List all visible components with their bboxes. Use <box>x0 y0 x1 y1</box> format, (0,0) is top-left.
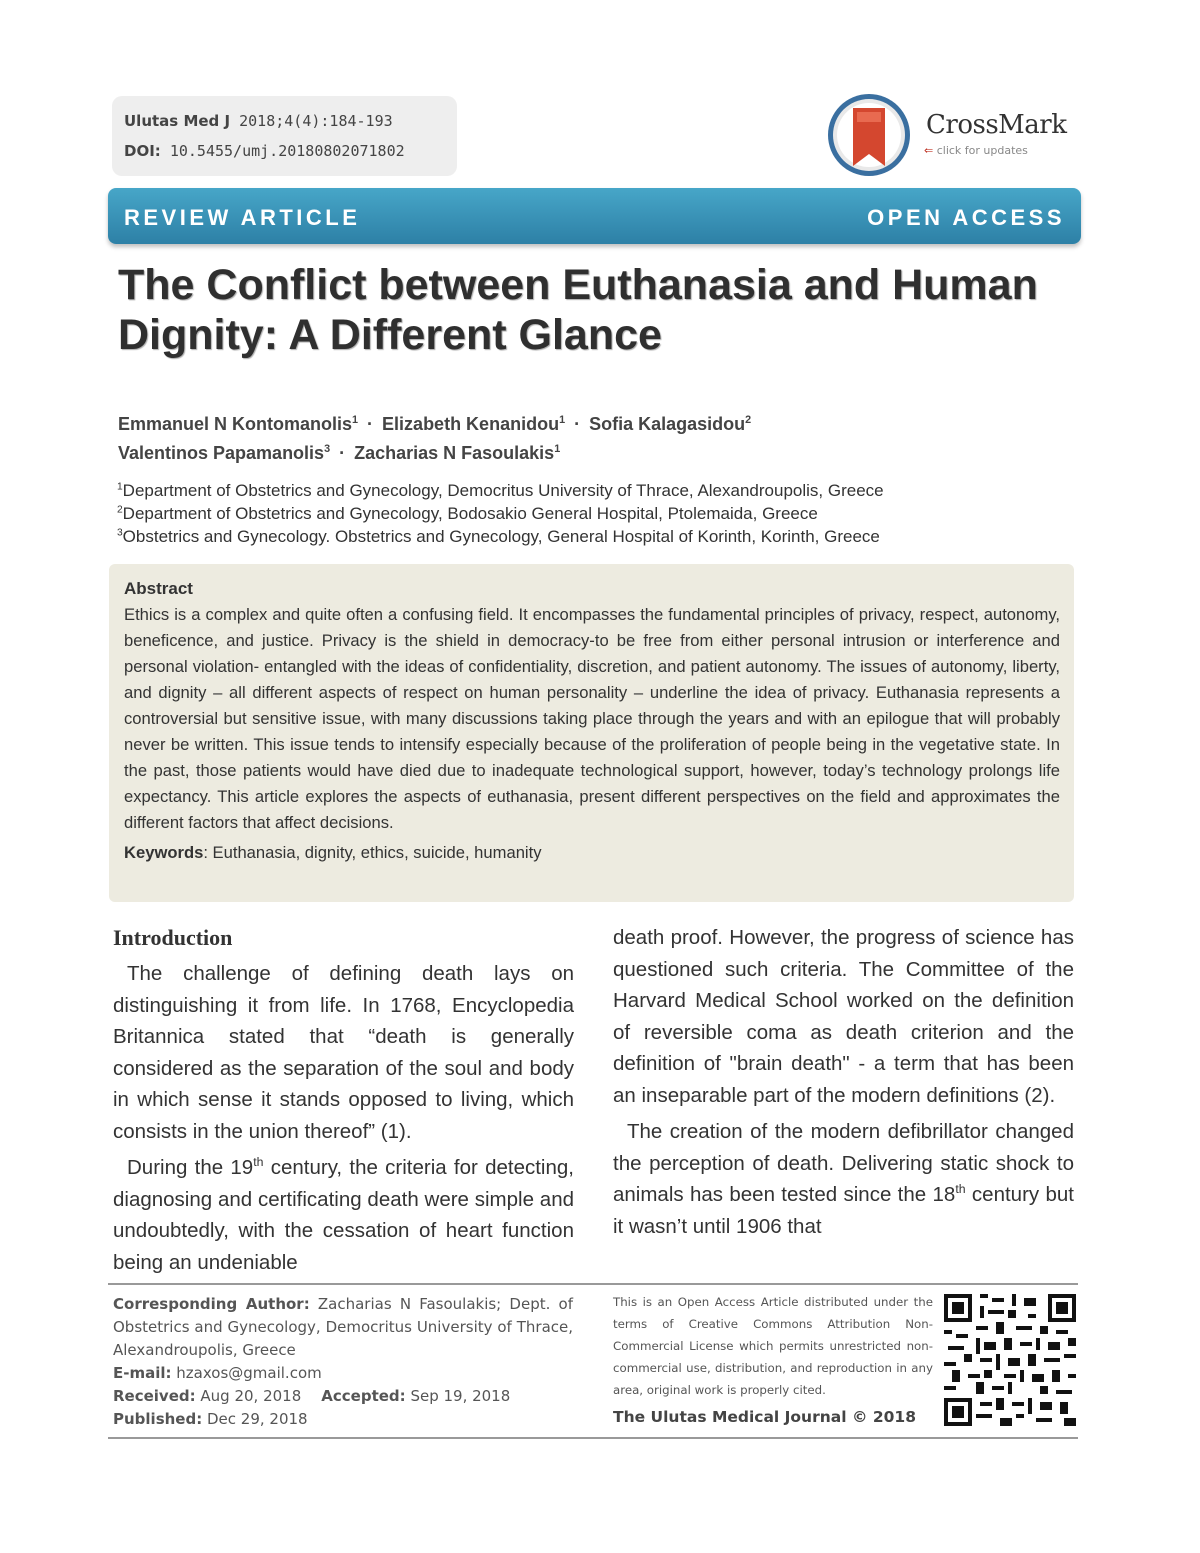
citation-journal: Ulutas Med J <box>124 112 231 130</box>
affiliation: $^3$Obstetrics and Gynecology. Obstetrics and Gynecology, General Hospital of Korinth, Korinth, Greece <box>117 527 880 546</box>
author: Emmanuel N Kontomanolis$^1$ <box>118 414 359 434</box>
body-paragraph: During the 19th century, the criteria for detecting, diagnosing and certificating death were simple and undoubtedly, with the cessation of heart function being an undeniable <box>113 1155 574 1274</box>
citation-line <box>124 112 393 130</box>
author-separator: · <box>574 414 581 434</box>
author-separator: · <box>339 443 346 463</box>
keywords-label: Keywords <box>124 843 204 862</box>
body-paragraph: The creation of the modern defibrillator changed the perception of death. Delivering static shock to animals has been tested since the 18th century but it wasn’t until 1906 that <box>613 1120 1074 1238</box>
article-type-label: REVIEW ARTICLE <box>124 205 361 230</box>
corresponding-author: Corresponding Author: Zacharias N Fasoulakis; Dept. of Obstetrics and Gynecology, Democritus University of Thrace, Alexandroupolis, Greece <box>113 1295 573 1359</box>
keywords <box>124 840 1060 866</box>
open-access-label: OPEN ACCESS <box>867 205 1065 230</box>
author: Valentinos Papamanolis$^3$ <box>118 443 331 463</box>
crossmark-sub-label: click for updates <box>936 144 1028 157</box>
affiliation-list <box>117 479 1077 548</box>
author: Sofia Kalagasidou$^2$ <box>589 414 752 434</box>
email-line: E-mail: hzaxos@gmail.com <box>113 1364 322 1382</box>
doi-link[interactable]: 10.5455/umj.20180802071802 <box>169 142 405 160</box>
article-title: The Conflict between Euthanasia and Human Dignity: A Different Glance <box>118 261 1038 359</box>
published-line: Published: Dec 29, 2018 <box>113 1410 308 1428</box>
crossmark-icon <box>826 92 912 178</box>
email-link[interactable]: hzaxos@gmail.com <box>176 1364 322 1382</box>
body-paragraph: death proof. However, the progress of science has questioned such criteria. The Committee of the Harvard Medical School worked on the definition of reversible coma as death criterion and the definition of "brain death" - a term that has been an inseparable part of the modern definitions (2). <box>613 926 1074 1107</box>
author-separator: · <box>367 414 374 434</box>
author: Elizabeth Kenanidou$^1$ <box>382 414 566 434</box>
body-paragraph: The challenge of defining death lays on distinguishing it from life. In 1768, Encyclopedia Britannica stated that “death is generally considered as the separation of the soul and body in which sense it stands opposed to living, which consists in the union thereof” (1). <box>113 962 574 1143</box>
affiliation: $^1$Department of Obstetrics and Gynecology, Democritus University of Thrace, Alexandroupolis, Greece <box>117 481 884 500</box>
body-column-left <box>113 922 574 1283</box>
crossmark-name: CrossMark <box>926 110 1067 140</box>
journal-copyright: The Ulutas Medical Journal © 2018 <box>613 1408 916 1426</box>
affiliation: $^2$Department of Obstetrics and Gynecology, Bodosakio General Hospital, Ptolemaida, Greece <box>117 504 818 523</box>
crossmark-badge[interactable] <box>826 92 1086 180</box>
section-heading-introduction: Introduction <box>113 925 233 950</box>
abstract-text: Ethics is a complex and quite often a confusing field. It encompasses the fundamental principles of privacy, respect, autonomy, beneficence, and justice. Privacy is the shield in democracy-to be free from either personal intrusion or interference and personal violation- entangled with the ideas of confidentiality, discretion, and patient autonomy. The issues of autonomy, liberty, and dignity – all different aspects of respect on human personality – underline the idea of privacy. Euthanasia represents a controversial but sensitive issue, with many discussions taking place through the years and with an epilogue that will probably never be written. This issue tends to intensify especially because of the proliferation of people being in the vegetative state. In the past, those patients would have died due to inadequate technological support, however, today’s technology prolongs life expectancy. This article explores the aspects of euthanasia, present different perspectives on the field and approximates the different factors that affect decisions. <box>124 605 1060 832</box>
arrow-left-icon: ⇐ <box>924 144 934 157</box>
author-list <box>118 410 1078 468</box>
citation-box <box>112 96 457 176</box>
article-type-banner <box>108 188 1081 244</box>
footer-divider-top <box>108 1283 1078 1285</box>
citation-ref: 2018;4(4):184-193 <box>239 112 393 130</box>
footer-divider-bottom <box>108 1437 1078 1439</box>
abstract-heading: Abstract <box>124 579 193 598</box>
license-text: This is an Open Access Article distributed under the terms of Creative Commons Attribution Non-Commercial License which permits unrestricted non-commercial use, distribution, and reproduction in any area, original work is properly cited. <box>613 1295 933 1397</box>
author: Zacharias N Fasoulakis$^1$ <box>354 443 561 463</box>
abstract-box <box>109 564 1074 902</box>
keywords-list: : Euthanasia, dignity, ethics, suicide, humanity <box>203 843 542 862</box>
dates-line: Received: Aug 20, 2018 Accepted: Sep 19, 2018 <box>113 1387 511 1405</box>
body-column-right <box>613 922 1074 1247</box>
crossmark-subtext <box>924 144 1028 157</box>
doi-label: DOI: <box>124 142 161 160</box>
correspondence-block <box>113 1293 573 1431</box>
doi-line <box>124 142 405 160</box>
qr-code-icon <box>944 1294 1076 1426</box>
